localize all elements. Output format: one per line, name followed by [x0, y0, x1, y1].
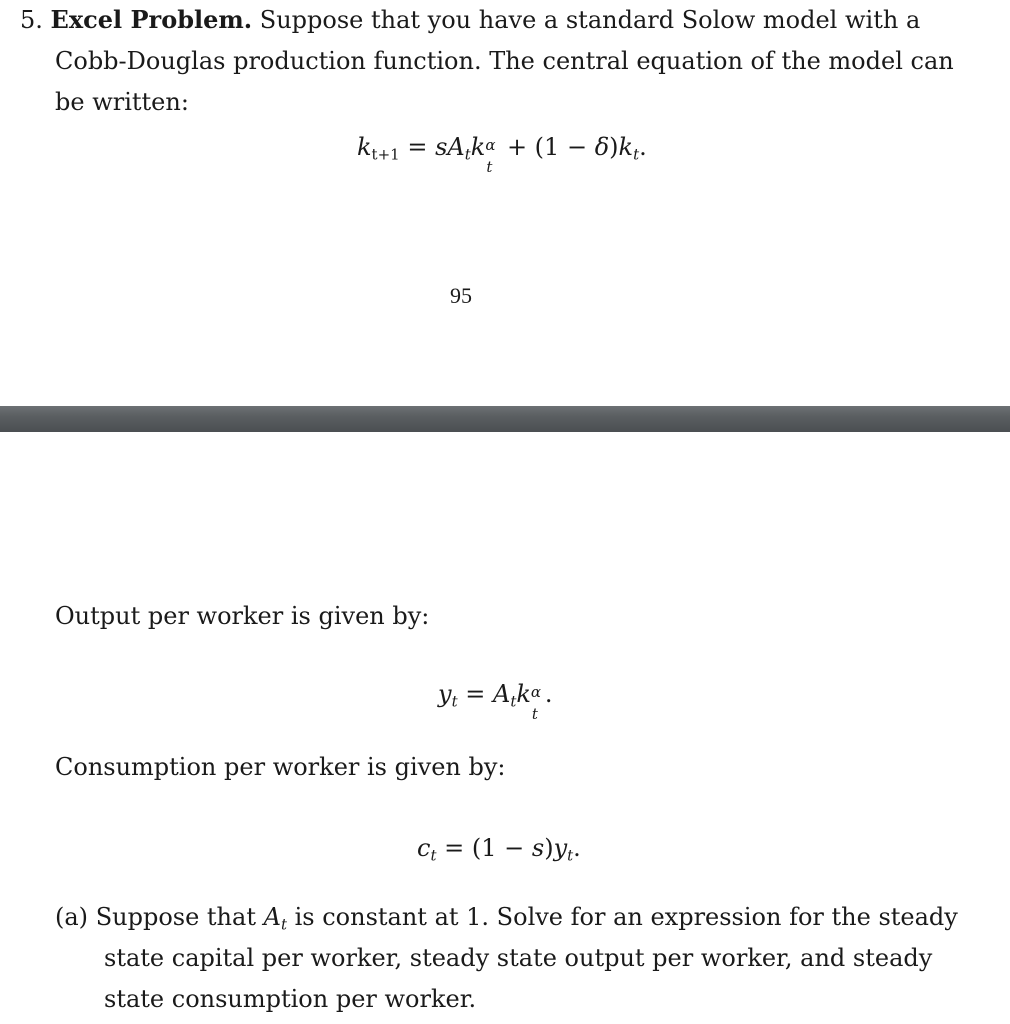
page-number: 95 — [450, 283, 472, 308]
consumption-equation: $c_t = (1 - s)y_t$. — [417, 834, 581, 865]
part-a-label: (a) — [55, 903, 89, 931]
output-intro: Output per worker is given by: — [55, 602, 430, 630]
output-equation: $y_t = A_tk$ α t . — [438, 680, 553, 723]
problem-paragraph — [20, 0, 920, 40]
part-a-line1: (a) Suppose that $A_t$ is constant at 1. Solve for an expression for the steady — [55, 903, 958, 934]
capital-equation: $k_{t+1} = sA_tk$ α t + $(1 - \delta)k_t$. — [357, 133, 647, 176]
problem-intro-line3: be written: — [55, 88, 189, 116]
part-a-line2: state capital per worker, steady state output per worker, and steady — [104, 944, 933, 972]
consumption-intro: Consumption per worker is given by: — [55, 753, 506, 781]
problem-intro-line2: Cobb-Douglas production function. The central equation of the model can — [55, 47, 954, 75]
part-a-line3: state consumption per worker. — [104, 985, 477, 1013]
problem-intro-line1: Suppose that you have a standard Solow model with a — [259, 6, 921, 34]
problem-title: Excel Problem. — [50, 5, 253, 34]
page-divider — [0, 406, 1010, 432]
problem-number: 5. — [20, 6, 43, 34]
